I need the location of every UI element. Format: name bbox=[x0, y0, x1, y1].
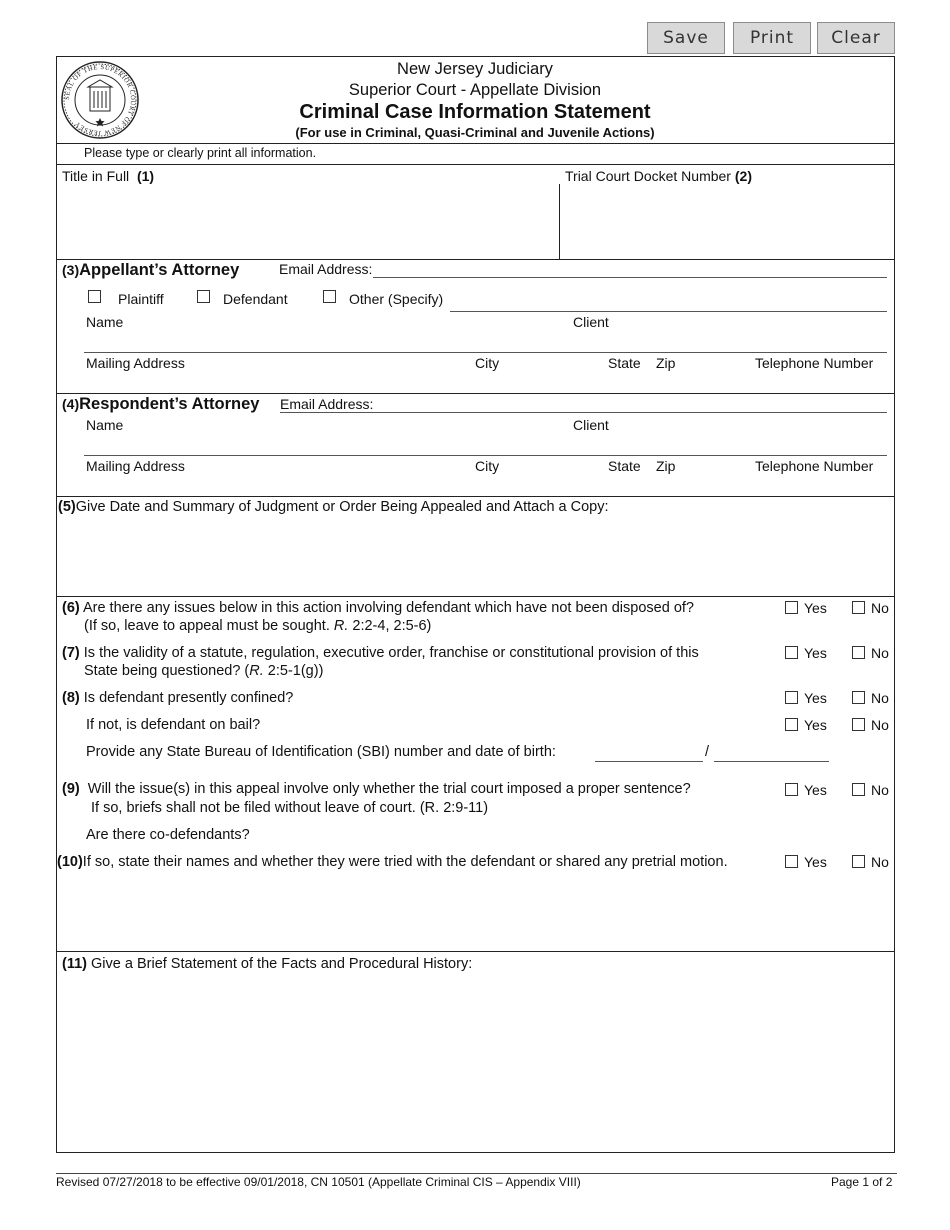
instruction-text: Please type or clearly print all information. bbox=[84, 146, 317, 160]
print-button[interactable]: Print bbox=[733, 22, 811, 54]
respondent-name-label: Name bbox=[86, 417, 124, 433]
q6-yes-label: Yes bbox=[804, 600, 827, 616]
respondent-city-label: City bbox=[475, 458, 500, 474]
q6-no-checkbox[interactable] bbox=[852, 601, 865, 614]
plaintiff-label: Plaintiff bbox=[118, 291, 164, 307]
q10-pre-text: Are there co-defendants? bbox=[86, 827, 250, 843]
docket-number-field[interactable] bbox=[564, 186, 892, 256]
q10-no-checkbox[interactable] bbox=[852, 855, 865, 868]
divider bbox=[56, 393, 895, 394]
judgment-summary-field[interactable] bbox=[60, 518, 890, 592]
bail-yes-checkbox[interactable] bbox=[785, 718, 798, 731]
divider bbox=[56, 143, 895, 144]
respondent-attorney-heading: (4)Respondent’s Attorney bbox=[62, 395, 260, 413]
q7-no-label: No bbox=[871, 645, 889, 661]
q10-no-label: No bbox=[871, 854, 889, 870]
other-checkbox[interactable] bbox=[323, 290, 336, 303]
page-title: Criminal Case Information Statement bbox=[299, 101, 651, 123]
appellant-email-field[interactable] bbox=[373, 277, 887, 278]
respondent-mailing-label: Mailing Address bbox=[86, 458, 185, 474]
sbi-slash: / bbox=[705, 744, 710, 760]
appellant-name-label: Name bbox=[86, 314, 124, 330]
q7-no-checkbox[interactable] bbox=[852, 646, 865, 659]
q8-bail-text: If not, is defendant on bail? bbox=[86, 717, 261, 733]
judgment-summary-label: (5)Give Date and Summary of Judgment or Order Being Appealed and Attach a Copy: bbox=[58, 499, 609, 515]
save-button[interactable]: Save bbox=[647, 22, 725, 54]
header-line2: Superior Court - Appellate Division bbox=[348, 81, 602, 99]
q7-note: State being questioned? (R. 2:5-1(g)) bbox=[84, 663, 324, 679]
q10-yes-checkbox[interactable] bbox=[785, 855, 798, 868]
q11-text: (11) Give a Brief Statement of the Facts and Procedural History: bbox=[62, 956, 473, 972]
sbi-label: Provide any State Bureau of Identification (SBI) number and date of birth: bbox=[86, 744, 556, 760]
q6-yes-checkbox[interactable] bbox=[785, 601, 798, 614]
appellant-client-label: Client bbox=[573, 314, 609, 330]
q9-note: If so, briefs shall not be filed without leave of court. (R. 2:9-11) bbox=[91, 800, 489, 816]
q9-text: (9) Will the issue(s) in this appeal involve only whether the trial court imposed a proper sentence? bbox=[62, 781, 691, 797]
sbi-number-field[interactable] bbox=[595, 761, 703, 762]
other-specify-field[interactable] bbox=[450, 311, 887, 312]
respondent-client-label: Client bbox=[573, 417, 609, 433]
bail-yes-label: Yes bbox=[804, 717, 827, 733]
footer-divider bbox=[56, 1173, 897, 1174]
divider bbox=[559, 184, 560, 259]
divider bbox=[56, 596, 895, 597]
divider bbox=[56, 259, 895, 260]
respondent-email-field[interactable] bbox=[280, 412, 887, 413]
bail-no-label: No bbox=[871, 717, 889, 733]
co-defendants-field[interactable] bbox=[60, 874, 890, 946]
q9-no-checkbox[interactable] bbox=[852, 783, 865, 796]
footer-revision: Revised 07/27/2018 to be effective 09/01/2018, CN 10501 (Appellate Criminal CIS – Appendix VIII) bbox=[56, 1175, 581, 1189]
appellant-phone-label: Telephone Number bbox=[755, 355, 874, 371]
facts-history-field[interactable] bbox=[60, 976, 890, 1148]
defendant-checkbox[interactable] bbox=[197, 290, 210, 303]
respondent-email-label: Email Address: bbox=[280, 396, 374, 412]
appellant-zip-label: Zip bbox=[656, 355, 676, 371]
q10-yes-label: Yes bbox=[804, 854, 827, 870]
appellant-state-label: State bbox=[608, 355, 641, 371]
divider bbox=[56, 164, 895, 165]
page-subtitle: (For use in Criminal, Quasi-Criminal and Juvenile Actions) bbox=[295, 125, 655, 140]
appellant-mailing-label: Mailing Address bbox=[86, 355, 185, 371]
appellant-email-label: Email Address: bbox=[279, 261, 373, 277]
appellant-attorney-heading: (3)Appellant’s Attorney bbox=[62, 261, 240, 279]
q8-text: (8) Is defendant presently confined? bbox=[62, 690, 294, 706]
divider bbox=[56, 496, 895, 497]
q7-yes-checkbox[interactable] bbox=[785, 646, 798, 659]
respondent-zip-label: Zip bbox=[656, 458, 676, 474]
q9-yes-checkbox[interactable] bbox=[785, 783, 798, 796]
q10-text: (10)If so, state their names and whether they were tried with the defendant or shared any pretrial motion. bbox=[57, 854, 728, 870]
respondent-state-label: State bbox=[608, 458, 641, 474]
q6-no-label: No bbox=[871, 600, 889, 616]
title-in-full-field[interactable] bbox=[60, 186, 556, 256]
respondent-phone-label: Telephone Number bbox=[755, 458, 874, 474]
q8-yes-label: Yes bbox=[804, 690, 827, 706]
docket-number-label: Trial Court Docket Number (2) bbox=[565, 168, 752, 184]
appellant-city-label: City bbox=[475, 355, 500, 371]
q6-note: (If so, leave to appeal must be sought. R. 2:2-4, 2:5-6) bbox=[84, 618, 432, 634]
court-seal-icon bbox=[60, 60, 140, 140]
plaintiff-checkbox[interactable] bbox=[88, 290, 101, 303]
date-of-birth-field[interactable] bbox=[714, 761, 829, 762]
q9-no-label: No bbox=[871, 782, 889, 798]
q8-yes-checkbox[interactable] bbox=[785, 691, 798, 704]
page-number: Page 1 of 2 bbox=[831, 1175, 893, 1189]
other-label: Other (Specify) bbox=[349, 291, 444, 307]
appellant-name-field[interactable] bbox=[84, 352, 887, 353]
q9-yes-label: Yes bbox=[804, 782, 827, 798]
q8-no-checkbox[interactable] bbox=[852, 691, 865, 704]
bail-no-checkbox[interactable] bbox=[852, 718, 865, 731]
defendant-label: Defendant bbox=[223, 291, 288, 307]
q7-text: (7) Is the validity of a statute, regulation, executive order, franchise or constitutional provision of this bbox=[62, 645, 699, 661]
clear-button[interactable]: Clear bbox=[817, 22, 895, 54]
title-in-full-label: Title in Full (1) bbox=[62, 168, 155, 184]
header-line1: New Jersey Judiciary bbox=[397, 60, 553, 78]
seal-text: SEAL OF THE SUPERIOR COURT OF NEW JERSEY bbox=[63, 63, 137, 137]
q8-no-label: No bbox=[871, 690, 889, 706]
q7-yes-label: Yes bbox=[804, 645, 827, 661]
respondent-name-field[interactable] bbox=[84, 455, 887, 456]
divider bbox=[56, 951, 895, 952]
q6-text: (6) Are there any issues below in this action involving defendant which have not been disposed of? bbox=[62, 600, 694, 616]
